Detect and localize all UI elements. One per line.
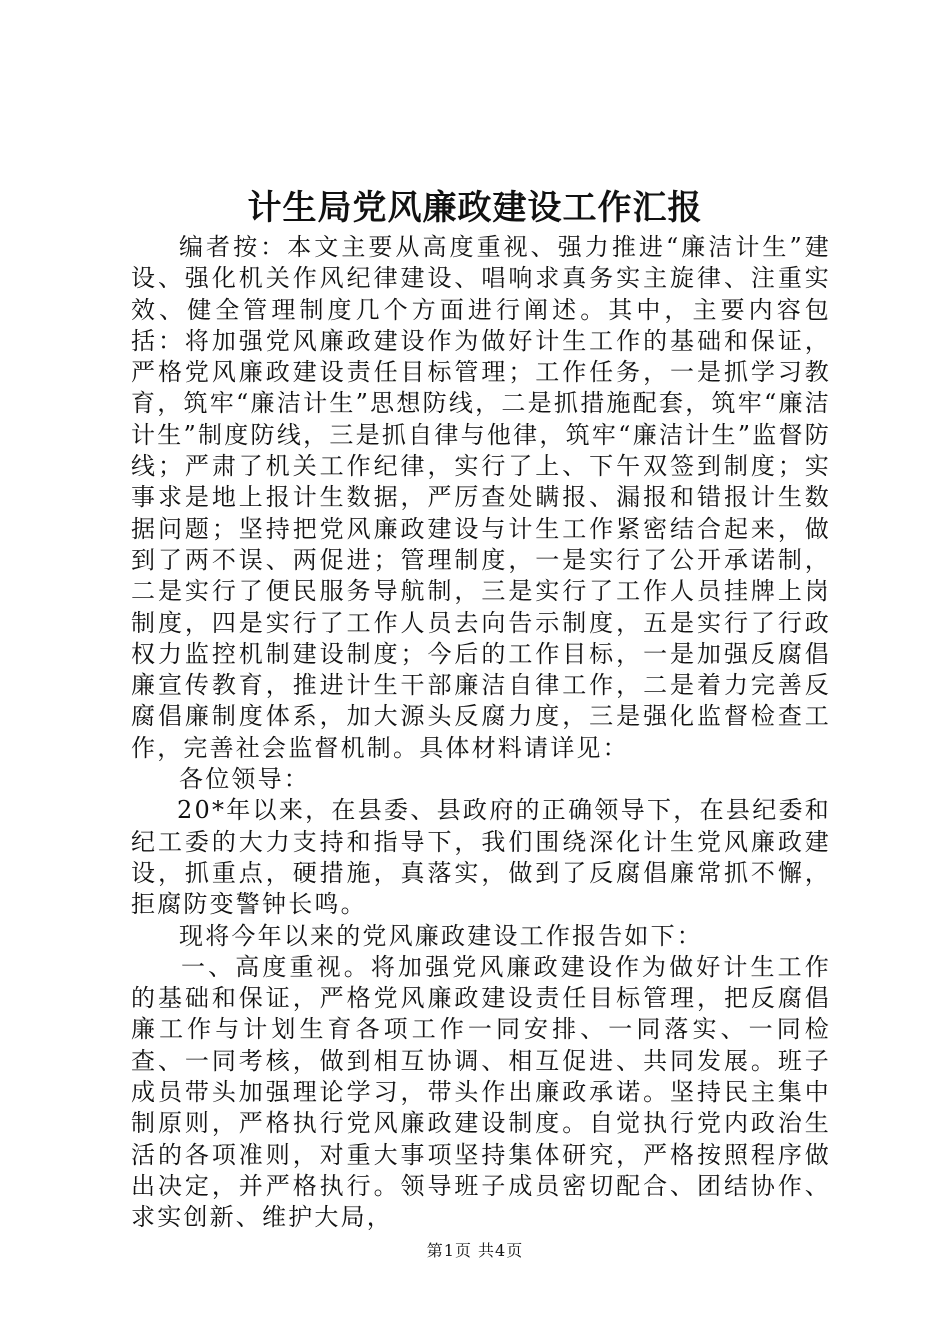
salutation-paragraph: 各位领导： [179, 765, 310, 794]
section-one-paragraph: 一、高度重视。将加强党风廉政建设作为做好计生工作的基础和保证，严格党风廉政建设责任目标管理，把反腐倡廉工作与计划生育各项工作一同安排、一同落实、一同检查、一同考核，做到相互协调、相互促进、共同发展。班子成员带头加强理论学习，带头作出廉政承诺。坚持民主集中制原则，严格执行党风廉政建设制度。自觉执行党内政治生活的各项准则，对重大事项坚持集体研究，严格按照程序做出决定，并严格执行。领导班子成员密切配合、团结协作、求实创新、维护大局， [131, 952, 831, 1232]
report-lead-paragraph: 现将今年以来的党风廉政建设工作报告如下： [179, 921, 703, 950]
document-title: 计生局党风廉政建设工作汇报 [247, 188, 703, 228]
document-body [131, 232, 831, 1234]
editor-note-paragraph: 编者按：本文主要从高度重视、强力推进“廉洁计生”建设、强化机关作风纪律建设、唱响求真务实主旋律、注重实效、健全管理制度几个方面进行阐述。其中，主要内容包括：将加强党风廉政建设作为做好计生工作的基础和保证，严格党风廉政建设责任目标管理；工作任务，一是抓学习教育，筑牢“廉洁计生”思想防线，二是抓措施配套，筑牢“廉洁计生”制度防线，三是抓自律与他律，筑牢“廉洁计生”监督防线；严肃了机关工作纪律，实行了上、下午双签到制度；实事求是地上报计生数据，严厉查处瞒报、漏报和错报计生数据问题；坚持把党风廉政建设与计生工作紧密结合起来，做到了两不误、两促进；管理制度，一是实行了公开承诺制，二是实行了便民服务导航制，三是实行了工作人员挂牌上岗制度，四是实行了工作人员去向告示制度，五是实行了行政权力监控机制建设制度；今后的工作目标，一是加强反腐倡廉宣传教育，推进计生干部廉洁自律工作，二是着力完善反腐倡廉制度体系，加大源头反腐力度，三是强化监督检查工作，完善社会监督机制。具体材料请详见： [131, 233, 831, 762]
intro-paragraph: 20*年以来，在县委、县政府的正确领导下，在县纪委和纪工委的大力支持和指导下，我们围绕深化计生党风廉政建设，抓重点，硬措施，真落实，做到了反腐倡廉常抓不懈，拒腐防变警钟长鸣。 [131, 796, 831, 919]
page-footer: 第1页 共4页 [426, 1241, 524, 1260]
